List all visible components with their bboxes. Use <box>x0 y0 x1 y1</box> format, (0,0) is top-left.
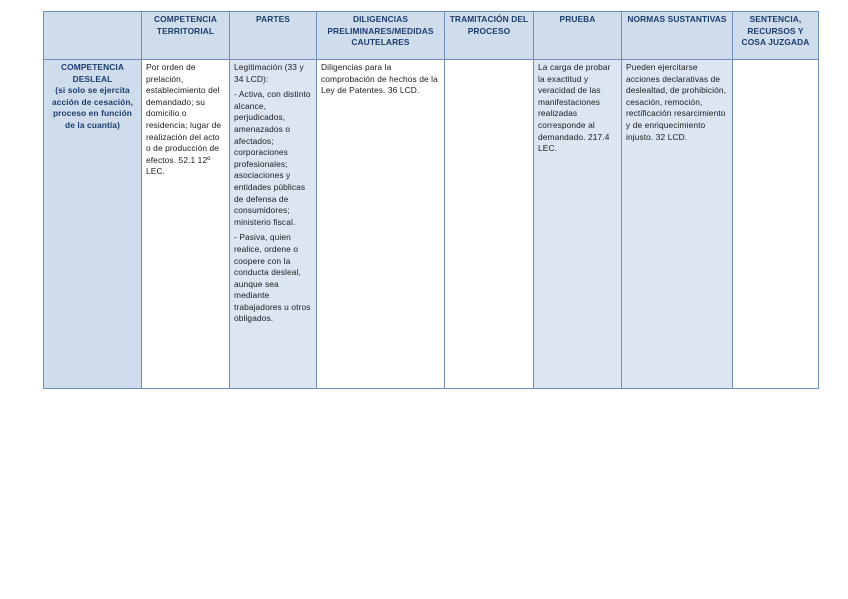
cell-normas-sustantivas: Pueden ejercitarse acciones declarativas de deslealtad, de prohibición, cesación, remoción, rectificación resarcimiento y de enriquecimiento injusto. 32 LCD. <box>622 60 733 389</box>
cell-prueba: La carga de probar la exactitud y veracidad de las manifestaciones realizadas corresponde al demandado. 217.4 LEC. <box>534 60 622 389</box>
header-row <box>44 12 819 60</box>
partes-paragraph: - Activa, con distinto alcance, perjudicados, amenazados o afectados; corporaciones profesionales; asociaciones y entidades públicas de defensa de consumidores; ministerio fiscal. <box>234 89 311 227</box>
header-diligencias: DILIGENCIAS PRELIMINARES/MEDIDAS CAUTELARES <box>317 12 445 60</box>
header-partes: PARTES <box>230 12 317 60</box>
header-sentencia: SENTENCIA, RECURSOS Y COSA JUZGADA <box>733 12 819 60</box>
header-tramitacion: TRAMITACIÓN DEL PROCESO <box>445 12 534 60</box>
row-heading <box>44 60 142 389</box>
cell-partes <box>230 60 317 389</box>
partes-paragraph: - Pasiva, quien realice, ordene o coopere con la conducta desleal, aunque sea mediante trabajadores u otros obligados. <box>234 232 311 324</box>
header-prueba: PRUEBA <box>534 12 622 60</box>
row-heading-title: COMPETENCIA DESLEAL <box>61 62 124 84</box>
header-normas-sustantivas: NORMAS SUSTANTIVAS <box>622 12 733 60</box>
procedure-table <box>43 11 819 389</box>
cell-diligencias: Diligencias para la comprobación de hechos de la Ley de Patentes. 36 LCD. <box>317 60 445 389</box>
table-row <box>44 60 819 389</box>
header-competencia-territorial: COMPETENCIA TERRITORIAL <box>142 12 230 60</box>
partes-paragraph: Legitimación (33 y 34 LCD): <box>234 62 304 84</box>
cell-competencia-territorial: Por orden de prelación, establecimiento del demandado; su domicilio o residencia; lugar de realización del acto o de producción de efectos. 52.1 12º LEC. <box>142 60 230 389</box>
row-heading-note: (si solo se ejercita acción de cesación, proceso en función de la cuantía) <box>51 85 134 130</box>
cell-sentencia <box>733 60 819 389</box>
header-corner <box>44 12 142 60</box>
cell-tramitacion <box>445 60 534 389</box>
